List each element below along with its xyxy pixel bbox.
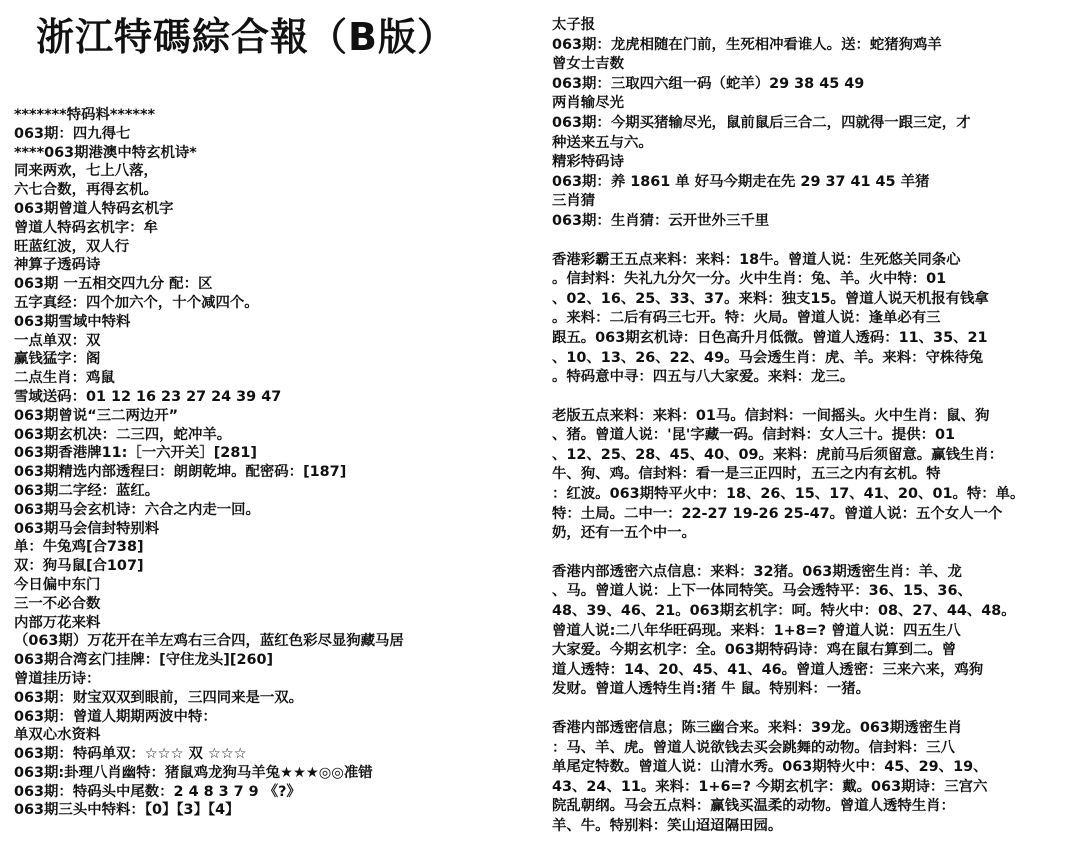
text-line: 063期：今期买猪输尽光，鼠前鼠后三合二，四就得一跟三定，才	[552, 114, 971, 131]
text-line: 单尾定特数。曾道人说：山清水秀。063期特火中：45、29、19、	[552, 759, 988, 776]
text-line: 六七合数，再得玄机。	[14, 182, 158, 199]
text-line: *******特码料******	[14, 107, 156, 123]
text-line: 单双心水资料	[14, 727, 101, 744]
text-line: 雪域送码：01 12 16 23 27 24 39 47	[14, 388, 282, 405]
text-line: 063期：三取四六组一码（蛇羊）29 38 45 49	[552, 75, 865, 92]
text-line: 、马。曾道人说：上下一体同特笑。马会透特平：36、15、36、	[552, 583, 972, 600]
text-line: 063期：财宝双双到眼前，三四同来是一双。	[14, 689, 304, 706]
text-line: 院乱朝纲。马会五点料：赢钱买温柔的动物。曾道人透特生肖：	[552, 798, 955, 815]
text-line: 三肖猜	[552, 193, 596, 210]
paragraph-gap	[552, 700, 1076, 719]
text-line: 香港彩霸王五点来料：来料：18牛。曾道人说：生死悠关同条心	[552, 251, 961, 268]
text-line: ：马、羊、虎。曾道人说欲钱去买会跳舞的动物。信封料：三八	[552, 739, 955, 756]
text-line: 、12、25、28、45、40、09。来料：虎前马后须留意。赢钱生肖：	[552, 446, 1004, 463]
text-line: 063期三头中特料：【0】【3】【4】	[14, 802, 240, 819]
paragraph-gap	[552, 544, 1076, 563]
text-line: 曾女士吉数	[552, 56, 624, 73]
text-line: 香港内部透密信息；陈三幽合来。来料：39龙。063期透密生肖	[552, 720, 962, 736]
text-line: 神算子透码诗	[14, 257, 101, 274]
text-line: 063期：特码单双：☆☆☆ 双 ☆☆☆	[14, 746, 247, 763]
text-line: 老版五点来料：来料：01马。信封料：一间摇头。火中生肖：鼠、狗	[552, 407, 990, 424]
text-line: 、猪。曾道人说：'昆'字藏一码。信封料：女人三十。提供：01	[552, 427, 955, 444]
text-line: ：红波。063期特平火中：18、26、15、17、41、20、01。特：单。	[552, 486, 1025, 503]
text-line: 旺蓝红波，双人行	[14, 238, 130, 255]
right-column	[552, 16, 1076, 837]
text-line: 二点生肖：鸡鼠	[14, 370, 115, 387]
text-line: 。信封料：失礼九分欠一分。火中生肖：兔、羊。火中特：01	[552, 271, 947, 288]
text-line: 赢钱猛字：阁	[14, 351, 101, 368]
text-line: 曾道人说:二八年华旺码现。来料：1+8=? 曾道人说：四五生八	[552, 622, 961, 639]
text-line: 063期：曾道人期期两波中特：	[14, 708, 217, 725]
text-line: 太子报	[552, 17, 596, 33]
text-line: 曾道人特码玄机字：牟	[14, 219, 158, 236]
text-line: （063期）万花开在羊左鸡右三合四，蓝红色彩尽显狗藏马居	[14, 633, 404, 650]
text-line: 。来料：二后有码三七开。特：火局。曾道人说：逢单必有三	[552, 310, 941, 327]
text-line: 063期马会信封特别料	[14, 520, 160, 537]
text-line: 跟五。063期玄机诗：日色高升月低微。曾道人透码：11、35、21	[552, 329, 988, 346]
text-line: 063期雪域中特料	[14, 313, 131, 330]
text-line: 063期：生肖猜：云开世外三千里	[552, 212, 770, 229]
text-line: 063期:卦理八肖幽特：猪鼠鸡龙狗马羊兔★★★◎◎准错	[14, 764, 373, 781]
text-line: 奶，还有一五个中一。	[552, 525, 696, 542]
text-line: 、10、13、26、22、49。马会透生肖：虎、羊。来料：守株待兔	[552, 349, 984, 366]
text-line: 063期曾道人特码玄机字	[14, 200, 174, 217]
text-line: 063期香港牌11:［一六开关］[281]	[14, 445, 257, 462]
text-line: 特：土局。二中一：22-27 19-26 25-47。曾道人说：五个女人一个	[552, 505, 1003, 522]
text-line: 发财。曾道人透特生肖:猪 牛 鼠。特别料：一猪。	[552, 681, 870, 698]
text-line: 063期 一五相交四九分 配：区	[14, 276, 213, 293]
page-title: 浙江特碼綜合報（B版）	[36, 15, 456, 59]
text-line: 单：牛兔鸡[合738]	[14, 539, 144, 556]
text-line: 063期二字经：蓝红。	[14, 482, 160, 499]
text-line: 羊、牛。特别料：笑山迢迢隔田园。	[552, 817, 783, 834]
text-line: 种送来五与六。	[552, 134, 653, 151]
text-line: 063期：龙虎相随在门前，生死相冲看谁人。送：蛇猪狗鸡羊	[552, 36, 942, 53]
text-line: 063期：四九得七	[14, 125, 131, 142]
text-line: 063期合湾玄门挂牌：[守住龙头][260]	[14, 652, 274, 669]
text-line: 内部万花来料	[14, 614, 101, 631]
text-line: 一点单双：双	[14, 332, 101, 349]
text-line: 两肖输尽光	[552, 95, 624, 112]
text-line: 双：狗马鼠[合107]	[14, 558, 144, 575]
text-line: 道人透特：14、20、45、41、46。曾道人透密：三来六来，鸡狗	[552, 661, 984, 678]
text-line: 牛、狗、鸡。信封料：看一是三正四时，五三之内有玄机。特	[552, 466, 941, 483]
text-line: 063期：特码头中尾数：2 4 8 3 7 9 《?》	[14, 783, 301, 800]
text-line: 063期精选内部透程曰：朗朗乾坤。配密码：[187]	[14, 464, 347, 481]
text-line: 063期玄机决：二三四，蛇冲羊。	[14, 426, 232, 443]
text-line: 大家爱。今期玄机字：全。063期特码诗：鸡在鼠右算到二。曾	[552, 642, 957, 659]
paragraph-gap	[552, 388, 1076, 407]
text-line: 。特码意中寻：四五与八大家爱。来料：龙三。	[552, 369, 855, 386]
text-line: 48、39、46、21。063期玄机字：呵。特火中：08、27、44、48。	[552, 603, 1016, 620]
text-line: 今日偏中东门	[14, 576, 101, 593]
text-line: 43、24、11。来料：1+6=? 今期玄机字：戴。063期诗：三宫六	[552, 778, 988, 795]
text-line: 063期马会玄机诗：六合之内走一回。	[14, 501, 260, 518]
text-line: 063期：养 1861 单 好马今期走在先 29 37 41 45 羊猪	[552, 173, 930, 190]
text-line: 、02、16、25、33、37。来料：独支15。曾道人说天机报有钱拿	[552, 290, 989, 307]
text-line: 063期曾说“三二两边开”	[14, 407, 179, 424]
text-line: 曾道挂历诗：	[14, 670, 101, 687]
text-line: 三一不必合数	[14, 595, 101, 612]
left-column	[14, 106, 524, 820]
text-line: ****063期港澳中特玄机诗*	[14, 144, 197, 161]
text-line: 五字真经：四个加六个，十个减四个。	[14, 294, 259, 311]
text-line: 香港内部透密六点信息：来料：32猪。063期透密生肖：羊、龙	[552, 563, 962, 580]
text-line: 同来两欢，七上八落，	[14, 163, 158, 180]
text-line: 精彩特码诗	[552, 154, 624, 171]
paragraph-gap	[552, 232, 1076, 251]
